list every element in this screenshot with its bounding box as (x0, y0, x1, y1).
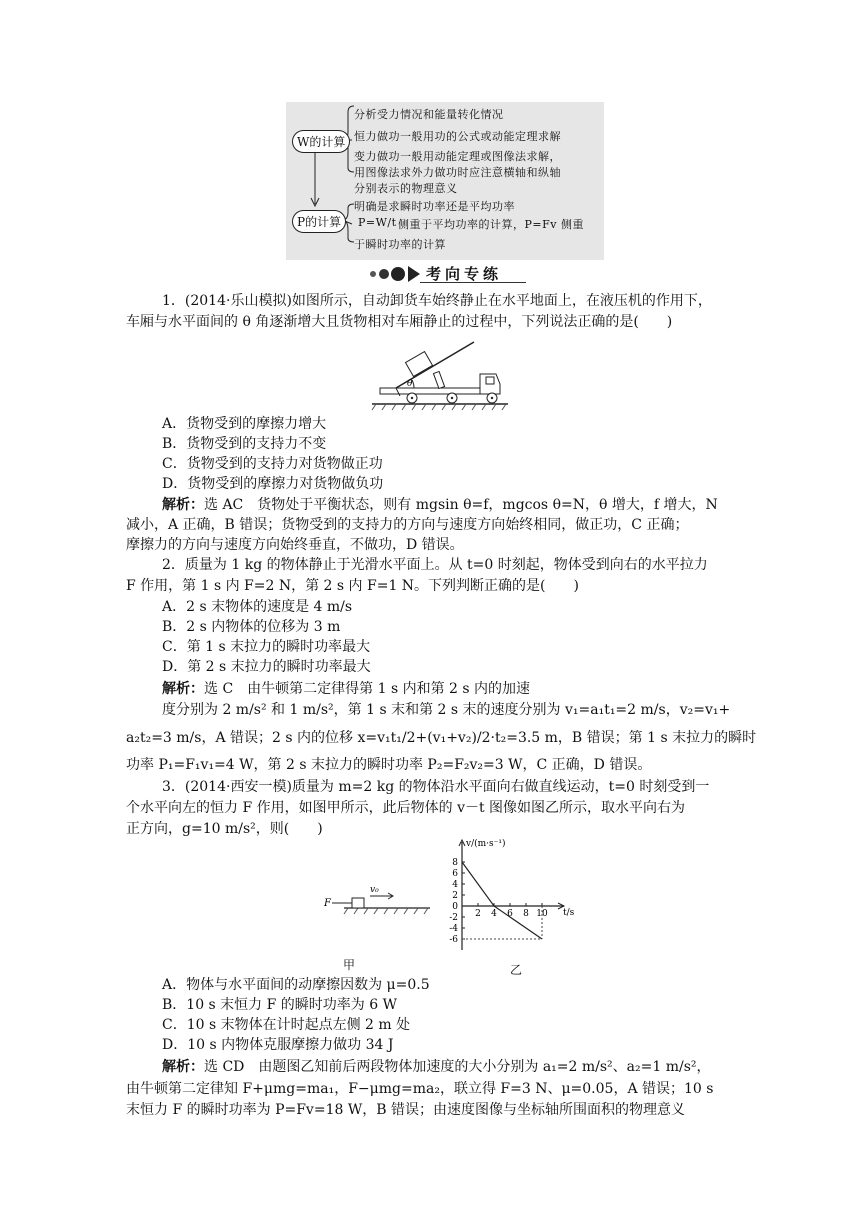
q1-stem-line2: 车厢与水平面间的 θ 角逐渐增大且货物相对车厢静止的过程中，下列说法正确的是( ) (126, 314, 673, 330)
y-tick-label: -4 (449, 924, 458, 934)
y-tick-label: 4 (452, 880, 458, 890)
p-node: P的计算 (292, 210, 346, 233)
q2-option-c: C．第 1 s 末拉力的瞬时功率最大 (162, 639, 371, 655)
q3-analysis-line3: 末恒力 F 的瞬时功率为 P=Fv=18 W，B 错误；由速度图像与坐标轴所围面积的物理意义 (126, 1102, 685, 1118)
p-item-1: 明确是求瞬时功率还是平均功率 (354, 200, 515, 213)
q2-stem-line2: F 作用，第 1 s 内 F=2 N，第 2 s 内 F=1 N。下列判断正确的是( ) (126, 578, 579, 594)
q1-option-b: B．货物受到的支持力不变 (162, 436, 327, 452)
figure-a-block (322, 884, 432, 916)
q1-analysis-line3: 摩擦力的方向与速度方向始终垂直，不做功，D 错误。 (126, 537, 464, 553)
y-tick-label: -2 (449, 913, 458, 923)
w-item-1: 分析受力情况和能量转化情况 (354, 108, 504, 121)
theta-label: θ (407, 379, 413, 389)
banner-dots-icon (368, 265, 424, 283)
q2-option-a: A．2 s 末物体的速度是 4 m/s (162, 599, 353, 615)
x-tick-label: 4 (491, 909, 497, 919)
q2-analysis-line4: 功率 P₁=F₁v₁=4 W，第 2 s 末拉力的瞬时功率 P₂=F₂v₂=3 W，C 正确，D 错误。 (126, 757, 652, 773)
q3-option-c: C．10 s 末物体在计时起点左侧 2 m 处 (162, 1017, 411, 1033)
q2-analysis-line1 (162, 679, 530, 699)
x-tick-label: 2 (475, 909, 481, 919)
q1-option-c: C．货物受到的支持力对货物做正功 (162, 456, 383, 472)
force-label: F (324, 898, 331, 909)
q2-analysis-line2: 度分别为 2 m/s² 和 1 m/s²，第 1 s 末和第 2 s 末的速度分别为 v₁=a₁t₁=2 m/s，v₂=v₁+ (162, 702, 731, 718)
q2-analysis-text: 选 C 由牛顿第二定律得第 1 s 内和第 2 s 内的加速 (204, 681, 531, 697)
w-item-5: 分别表示的物理意义 (354, 182, 458, 195)
q1-analysis-label: 解析： (162, 497, 204, 513)
q3-analysis-line1 (162, 1057, 711, 1077)
x-tick-label: 10 (536, 909, 548, 919)
figure-b-label: 乙 (510, 963, 523, 977)
y-tick-label: -6 (449, 935, 458, 945)
q2-option-d: D．第 2 s 末拉力的瞬时功率最大 (162, 659, 371, 675)
q2-stem-line1: 2．质量为 1 kg 的物体静止于光滑水平面上。从 t=0 时刻起，物体受到向右的水平拉力 (162, 557, 708, 573)
x-tick-label: 8 (523, 909, 529, 919)
x-axis-title: t/s (563, 908, 575, 918)
v0-label: v₀ (370, 885, 379, 895)
q3-analysis-label: 解析： (162, 1059, 204, 1075)
x-tick-label: 6 (507, 909, 513, 919)
q2-analysis-line3: a₂t₂=3 m/s，A 错误；2 s 内的位移 x=v₁t₁/2+(v₁+v₂)/2·t₂=3.5 m，B 错误；第 1 s 末拉力的瞬时 (126, 730, 757, 746)
section-banner (368, 263, 526, 283)
banner-underline (420, 282, 526, 283)
q1-option-a: A．货物受到的摩擦力增大 (162, 416, 327, 432)
q1-analysis-line1 (162, 495, 718, 515)
w-item-4: 用图像法求外力做功时应注意横轴和纵轴 (354, 166, 561, 179)
q3-option-a: A．物体与水平面间的动摩擦因数为 μ=0.5 (162, 977, 430, 993)
vt-chart (446, 836, 602, 956)
p-item-2: 侧重于平均功率的计算，P=Fv 侧重 (398, 218, 584, 231)
y-tick-label: 0 (452, 902, 458, 912)
figure-a-label: 甲 (343, 958, 356, 972)
q2-option-b: B．2 s 内物体的位移为 3 m (162, 619, 341, 635)
q1-analysis-line2: 减小，A 正确，B 错误；货物受到的支持力的方向与速度方向始终相同，做正功，C 正确； (126, 517, 689, 533)
p-formula: P=W/t (358, 216, 397, 229)
q3-option-b: B．10 s 末恒力 F 的瞬时功率为 6 W (162, 997, 397, 1013)
q1-analysis-text: 选 AC 货物处于平衡状态，则有 mgsin θ=f，mgcos θ=N，θ 增大，f 增大，N (204, 497, 718, 513)
banner-title: 考向专练 (426, 265, 503, 283)
concept-map (286, 102, 604, 260)
p-item-3: 于瞬时功率的计算 (354, 238, 446, 251)
q3-stem-line3: 正方向，g=10 m/s²，则( ) (126, 821, 323, 837)
q3-stem-line1: 3．(2014·西安一模)质量为 m=2 kg 的物体沿水平面向右做直线运动，t=0 时刻受到一 (162, 779, 710, 795)
q3-analysis-text: 选 CD 由题图乙知前后两段物体加速度的大小分别为 a₁=2 m/s²、a₂=1 m/s²， (204, 1059, 711, 1075)
q3-stem-line2: 个水平向左的恒力 F 作用，如图甲所示，此后物体的 v－t 图像如图乙所示，取水平向右为 (126, 800, 686, 816)
q3-analysis-line2: 由牛顿第二定律知 F+μmg=ma₁，F−μmg=ma₂，联立得 F=3 N、μ=0.05，A 错误；10 s (126, 1081, 714, 1097)
velocity-line (462, 862, 542, 939)
y-tick-label: 8 (452, 858, 458, 868)
y-axis-title: v/(m·s⁻¹) (466, 839, 506, 849)
dump-truck-figure (370, 334, 510, 412)
w-item-2: 恒力做功一般用功的公式或动能定理求解 (354, 130, 561, 143)
y-tick-label: 2 (452, 891, 458, 901)
q3-option-d: D．10 s 内物体克服摩擦力做功 34 J (162, 1037, 394, 1053)
q1-option-d: D．货物受到的摩擦力对货物做负功 (162, 476, 384, 492)
w-item-3: 变力做功一般用动能定理或图像法求解， (354, 150, 561, 163)
q2-analysis-label: 解析： (162, 681, 204, 697)
q1-stem-line1: 1．(2014·乐山模拟)如图所示，自动卸货车始终静止在水平地面上，在液压机的作用下， (162, 293, 712, 309)
w-node: W的计算 (292, 130, 350, 153)
y-tick-label: 6 (452, 869, 458, 879)
